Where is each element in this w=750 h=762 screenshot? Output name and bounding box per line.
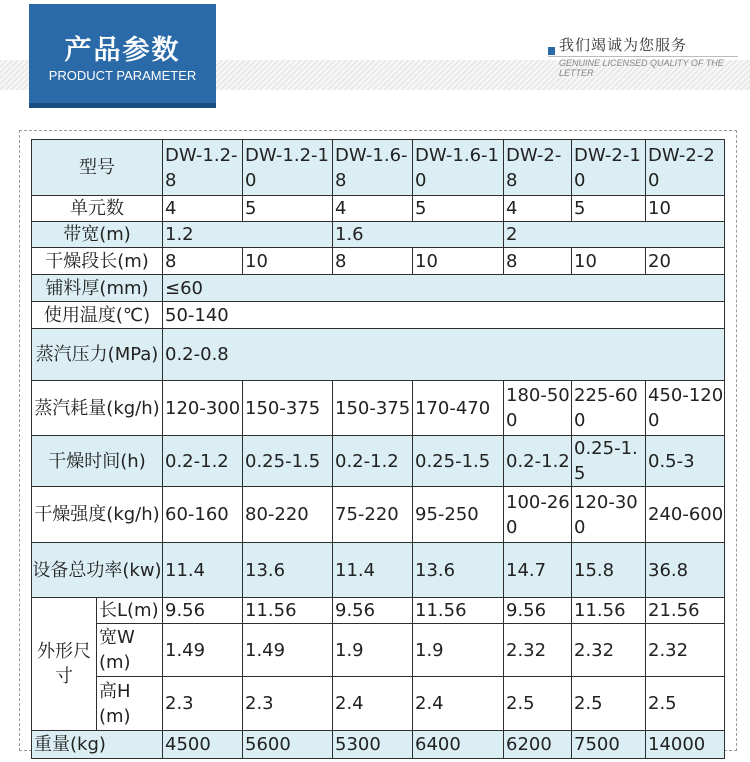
table-cell: 0.25-1.5 xyxy=(572,436,646,487)
table-cell: 4 xyxy=(163,196,243,222)
table-cell: 60-160 xyxy=(163,487,243,543)
table-cell: 14000 xyxy=(646,731,725,759)
tagline-divider xyxy=(548,56,738,57)
table-cell: 10 xyxy=(572,248,646,275)
row-label: 使用温度(℃) xyxy=(32,302,163,329)
table-cell: 450-1200 xyxy=(646,381,725,436)
table-cell: 1.9 xyxy=(413,624,504,677)
table-cell: 9.56 xyxy=(504,598,572,624)
table-cell: 0.2-1.2 xyxy=(504,436,572,487)
table-cell: 150-375 xyxy=(333,381,413,436)
tagline: 我们竭诚为您服务 xyxy=(559,36,688,54)
table-cell: 2.3 xyxy=(163,677,243,731)
table-cell: 4 xyxy=(504,196,572,222)
table-cell: 2.32 xyxy=(646,624,725,677)
table-cell: 11.56 xyxy=(572,598,646,624)
tagline-marker xyxy=(548,47,555,55)
table-cell: 0.5-3 xyxy=(646,436,725,487)
row-label: 蒸汽压力(MPa) xyxy=(32,329,163,381)
table-cell: 225-600 xyxy=(572,381,646,436)
table-cell: 14.7 xyxy=(504,543,572,598)
table-cell: DW-1.6-10 xyxy=(413,140,504,196)
table-cell: DW-2-10 xyxy=(572,140,646,196)
table-cell: DW-1.6-8 xyxy=(333,140,413,196)
table-cell: 2.5 xyxy=(572,677,646,731)
row-label: 铺料厚(mm) xyxy=(32,275,163,302)
parameter-table xyxy=(31,139,725,759)
table-cell: 1.49 xyxy=(243,624,333,677)
row-label: 蒸汽耗量(kg/h) xyxy=(32,381,163,436)
row-label: 型号 xyxy=(32,140,163,196)
table-cell: 2.32 xyxy=(572,624,646,677)
table-cell: 9.56 xyxy=(333,598,413,624)
table-cell: 0.25-1.5 xyxy=(243,436,333,487)
table-row xyxy=(32,302,725,329)
table-cell: 2 xyxy=(504,222,725,248)
row-group-label: 外形尺寸 xyxy=(32,598,97,731)
table-cell: 21.56 xyxy=(646,598,725,624)
table-cell: 10 xyxy=(243,248,333,275)
table-cell: 1.2 xyxy=(163,222,333,248)
row-label: 长L(m) xyxy=(97,598,163,624)
table-cell: 95-250 xyxy=(413,487,504,543)
table-cell: 240-600 xyxy=(646,487,725,543)
table-cell: 0.2-0.8 xyxy=(163,329,725,381)
table-cell: 13.6 xyxy=(243,543,333,598)
table-cell: 1.49 xyxy=(163,624,243,677)
table-cell: 1.9 xyxy=(333,624,413,677)
page-title: 产品参数 xyxy=(64,35,181,66)
table-cell: 13.6 xyxy=(413,543,504,598)
table-cell: 6200 xyxy=(504,731,572,759)
title-badge xyxy=(29,4,216,108)
table-cell: 5300 xyxy=(333,731,413,759)
row-label: 干燥强度(kg/h) xyxy=(32,487,163,543)
table-cell: 2.5 xyxy=(504,677,572,731)
table-cell: DW-2-8 xyxy=(504,140,572,196)
row-label: 高H(m) xyxy=(97,677,163,731)
table-row xyxy=(32,329,725,381)
table-cell: ≤60 xyxy=(163,275,725,302)
table-row xyxy=(32,598,725,624)
table-cell: 20 xyxy=(646,248,725,275)
table-cell: 10 xyxy=(413,248,504,275)
table-cell: 2.5 xyxy=(646,677,725,731)
row-label: 单元数 xyxy=(32,196,163,222)
table-cell: 36.8 xyxy=(646,543,725,598)
table-cell: 2.4 xyxy=(333,677,413,731)
row-label: 重量(kg) xyxy=(32,731,163,759)
table-cell: 50-140 xyxy=(163,302,725,329)
table-cell: 6400 xyxy=(413,731,504,759)
table-cell: 11.4 xyxy=(163,543,243,598)
table-cell: 2.4 xyxy=(413,677,504,731)
table-cell: 2.3 xyxy=(243,677,333,731)
table-cell: 8 xyxy=(333,248,413,275)
table-cell: 170-470 xyxy=(413,381,504,436)
row-label: 带宽(m) xyxy=(32,222,163,248)
table-cell: 8 xyxy=(163,248,243,275)
table-cell: 11.4 xyxy=(333,543,413,598)
table-cell: DW-1.2-10 xyxy=(243,140,333,196)
row-label: 宽W(m) xyxy=(97,624,163,677)
parameter-table-wrap xyxy=(31,139,724,755)
table-cell: 7500 xyxy=(572,731,646,759)
table-cell: 120-300 xyxy=(163,381,243,436)
table-cell: 120-300 xyxy=(572,487,646,543)
table-cell: 80-220 xyxy=(243,487,333,543)
table-cell: 9.56 xyxy=(163,598,243,624)
table-cell: 100-260 xyxy=(504,487,572,543)
table-cell: 0.2-1.2 xyxy=(333,436,413,487)
table-row xyxy=(32,222,725,248)
row-label: 设备总功率(kw) xyxy=(32,543,163,598)
table-cell: 5600 xyxy=(243,731,333,759)
table-row xyxy=(32,487,725,543)
table-cell: 4 xyxy=(333,196,413,222)
table-cell: 2.32 xyxy=(504,624,572,677)
table-row xyxy=(32,248,725,275)
table-cell: 1.6 xyxy=(333,222,504,248)
table-cell: DW-1.2-8 xyxy=(163,140,243,196)
table-row xyxy=(32,677,725,731)
table-row xyxy=(32,381,725,436)
table-row xyxy=(32,196,725,222)
page-subtitle: PRODUCT PARAMETER xyxy=(48,68,197,83)
table-row xyxy=(32,731,725,759)
table-cell: 0.25-1.5 xyxy=(413,436,504,487)
table-row xyxy=(32,140,725,196)
table-cell: 15.8 xyxy=(572,543,646,598)
table-cell: 5 xyxy=(243,196,333,222)
table-cell: 180-500 xyxy=(504,381,572,436)
row-label: 干燥时间(h) xyxy=(32,436,163,487)
table-row xyxy=(32,543,725,598)
row-label: 干燥段长(m) xyxy=(32,248,163,275)
table-cell: 150-375 xyxy=(243,381,333,436)
table-cell: 75-220 xyxy=(333,487,413,543)
table-cell: 11.56 xyxy=(413,598,504,624)
table-row xyxy=(32,624,725,677)
table-cell: DW-2-20 xyxy=(646,140,725,196)
tagline-english: GENUINE LICENSED QUALITY OF THE LETTER xyxy=(559,58,724,78)
header xyxy=(0,0,750,110)
table-row xyxy=(32,275,725,302)
table-cell: 10 xyxy=(646,196,725,222)
table-cell: 11.56 xyxy=(243,598,333,624)
table-cell: 5 xyxy=(572,196,646,222)
table-cell: 5 xyxy=(413,196,504,222)
table-cell: 4500 xyxy=(163,731,243,759)
table-row xyxy=(32,436,725,487)
table-cell: 8 xyxy=(504,248,572,275)
table-cell: 0.2-1.2 xyxy=(163,436,243,487)
